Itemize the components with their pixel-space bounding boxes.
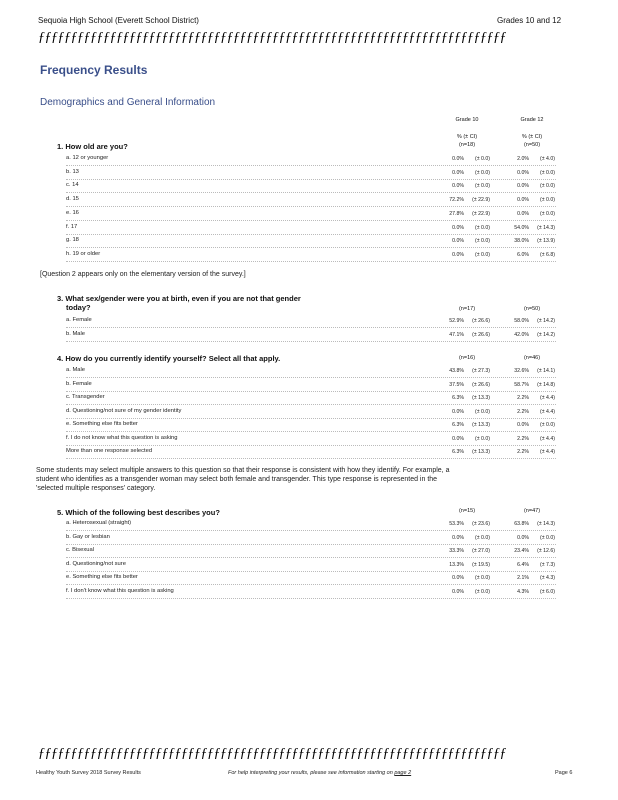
row-leader-line — [66, 326, 556, 328]
question-2-note: [Question 2 appears only on the elementary version of the survey.] — [40, 271, 246, 278]
grade-10-percent: 0.0% — [452, 169, 464, 176]
row-leader-line — [66, 178, 556, 180]
grade-10-ci: (± 13.3) — [472, 449, 490, 455]
option-label: b. 13 — [66, 168, 79, 175]
grade-12-percent: 0.0% — [517, 210, 529, 217]
grade-12-percent: 0.0% — [517, 197, 529, 204]
row-leader-line — [66, 205, 556, 207]
grade-10-ci: (± 0.0) — [475, 575, 490, 581]
q1-n10: (n=18) — [458, 142, 476, 148]
grade-10-ci: (± 0.0) — [475, 588, 490, 595]
footer-help — [228, 770, 411, 776]
grade-10-ci: (± 0.0) — [475, 534, 490, 541]
option-label: e. Something else fits better — [66, 421, 138, 427]
table-row — [0, 196, 618, 206]
grade-10-percent: 37.5% — [449, 381, 464, 388]
row-leader-line — [66, 164, 556, 166]
grade-10-percent: 33.3% — [449, 548, 464, 554]
option-label: c. 14 — [66, 182, 79, 189]
row-leader-line — [66, 430, 556, 432]
question-4: 4. How do you currently identify yourself? Select all that apply. — [57, 354, 281, 363]
table-row — [0, 588, 618, 598]
grade-12-percent: 38.0% — [514, 238, 529, 245]
grade-12-percent: 6.0% — [517, 251, 529, 258]
grade-12-percent: 2.0% — [517, 156, 529, 162]
row-leader-line — [66, 417, 556, 419]
footer-page-number: Page 6 — [555, 770, 573, 776]
question-5: 5. Which of the following best describes you? — [57, 508, 220, 517]
grade-12-ci: (± 14.3) — [537, 521, 555, 527]
option-label: f. I don't know what this question is asking — [66, 587, 174, 594]
section-subtitle: Demographics and General Information — [40, 97, 216, 108]
grade-12-percent: 54.0% — [514, 224, 529, 231]
table-row — [0, 224, 618, 234]
grade-12-ci: (± 14.1) — [537, 368, 555, 374]
table-row — [0, 317, 618, 327]
footer-page-link[interactable]: page 2 — [394, 770, 412, 776]
option-label: a. Female — [66, 317, 92, 323]
grade-12-header: Grade 12 — [520, 117, 544, 123]
grade-12-ci: (± 0.0) — [540, 169, 555, 176]
grade-12-percent: 23.4% — [514, 548, 529, 554]
grade-12-ci: (± 6.8) — [540, 251, 555, 258]
table-row — [0, 435, 618, 445]
grade-12-ci: (± 14.8) — [537, 381, 555, 388]
option-label: g. 18 — [66, 237, 79, 244]
header-rule: ƒƒƒƒƒƒƒƒƒƒƒƒƒƒƒƒƒƒƒƒƒƒƒƒƒƒƒƒƒƒƒƒƒƒƒƒƒƒƒƒƒƒƒƒƒƒƒƒƒƒƒƒƒƒƒƒƒƒƒƒƒƒƒƒƒƒƒƒƒƒƒƒ — [38, 30, 506, 45]
grade-10-percent: 0.0% — [452, 435, 464, 442]
grade-10-ci: (± 27.0) — [472, 548, 490, 554]
grade-12-percent: 2.2% — [517, 435, 529, 442]
grade-10-percent: 0.0% — [452, 224, 464, 231]
grade-12-percent: 2.2% — [517, 408, 529, 415]
q4-n12: (n=46) — [523, 355, 541, 361]
grade-10-ci: (± 0.0) — [475, 183, 490, 190]
grade-12-ci: (± 7.3) — [540, 561, 555, 568]
grade-12-ci: (± 0.0) — [540, 210, 555, 217]
option-label: d. 15 — [66, 196, 79, 203]
grade-12-ci: (± 4.4) — [540, 395, 555, 401]
option-label: d. Questioning/not sure — [66, 560, 126, 567]
grade-12-ci: (± 4.0) — [540, 156, 555, 162]
table-row — [0, 408, 618, 418]
grade-12-percent: 6.4% — [517, 561, 529, 568]
table-row — [0, 520, 618, 530]
grade-12-ci: (± 6.0) — [540, 588, 555, 595]
row-leader-line — [66, 583, 556, 585]
grade-10-percent: 0.0% — [452, 534, 464, 541]
grade-10-percent: 72.2% — [449, 197, 464, 204]
grade-10-percent: 13.3% — [449, 561, 464, 568]
option-label: a. 12 or younger — [66, 155, 109, 161]
row-leader-line — [66, 340, 556, 342]
grade-10-ci: (± 13.3) — [472, 422, 490, 428]
row-leader-line — [66, 403, 556, 405]
grade-12-ci: (± 0.0) — [540, 422, 555, 428]
grade-12-ci: (± 14.2) — [537, 332, 555, 338]
row-leader-line — [66, 219, 556, 221]
note-line: Some students may select multiple answers to this question so that their response is consistent with how they identify. For example, a — [36, 467, 450, 474]
grade-10-percent: 0.0% — [452, 575, 464, 581]
table-row — [0, 394, 618, 404]
table-row — [0, 169, 618, 179]
grade-12-ci: (± 4.3) — [540, 575, 555, 581]
grade-12-percent: 63.8% — [514, 521, 529, 527]
note-line: 'selected multiple responses' category. — [36, 485, 156, 492]
grade-12-percent: 4.3% — [517, 588, 529, 595]
grade-10-percent: 0.0% — [452, 238, 464, 245]
table-row — [0, 251, 618, 261]
grade-12-ci: (± 14.3) — [537, 224, 555, 231]
grade-10-ci: (± 0.0) — [475, 435, 490, 442]
row-leader-line — [66, 543, 556, 545]
row-leader-line — [66, 556, 556, 558]
grade-10-percent: 52.9% — [449, 318, 464, 324]
grade-10-percent: 0.0% — [452, 251, 464, 258]
row-leader-line — [66, 191, 556, 193]
option-label: f. I do not know what this question is asking — [66, 434, 178, 441]
option-label: d. Questioning/not sure of my gender identity — [66, 407, 182, 414]
table-row — [0, 574, 618, 584]
grade-12-percent: 58.7% — [514, 381, 529, 388]
grade-12-ci: (± 4.4) — [540, 435, 555, 442]
grade-12-percent: 2.2% — [517, 449, 529, 455]
grade-10-ci: (± 26.6) — [472, 318, 490, 324]
option-label: b. Male — [66, 331, 86, 337]
grades-header: Grades 10 and 12 — [497, 16, 562, 25]
q3-n10: (n=17) — [458, 306, 476, 312]
row-leader-line — [66, 390, 556, 392]
q5-n12: (n=47) — [523, 508, 541, 514]
grade-10-percent: 6.3% — [452, 422, 464, 428]
grade-10-ci: (± 13.3) — [472, 395, 490, 401]
grade-10-ci: (± 22.9) — [472, 197, 490, 204]
grade-10-ci: (± 22.9) — [472, 210, 490, 217]
grade-10-percent: 53.3% — [449, 521, 464, 527]
grade-10-header: Grade 10 — [455, 117, 479, 123]
grade-12-percent: 42.0% — [514, 332, 529, 338]
grade-12-percent: 2.2% — [517, 395, 529, 401]
grade-10-percent: 6.3% — [452, 449, 464, 455]
grade-12-ci: (± 12.6) — [537, 548, 555, 554]
table-row — [0, 561, 618, 571]
grade-10-percent: 0.0% — [452, 408, 464, 415]
option-label: e. Something else fits better — [66, 574, 138, 580]
grade-12-percent: 0.0% — [517, 183, 529, 190]
question-4-note — [36, 466, 596, 493]
grade-10-percent: 43.8% — [449, 368, 464, 374]
grade-12-ci: (± 0.0) — [540, 534, 555, 541]
row-leader-line — [66, 570, 556, 572]
grade-12-ci: (± 4.4) — [540, 408, 555, 415]
row-leader-line — [66, 246, 556, 248]
question-3-cont: today? — [66, 303, 91, 312]
grade-10-ci: (± 26.6) — [472, 381, 490, 388]
table-row — [0, 534, 618, 544]
grade-10-ci: (± 0.0) — [475, 251, 490, 258]
table-row — [0, 182, 618, 192]
school-header: Sequoia High School (Everett School District) — [38, 16, 199, 25]
option-label: e. 16 — [66, 209, 79, 216]
row-leader-line — [66, 444, 556, 446]
row-leader-line — [66, 233, 556, 235]
grade-12-percent: 2.1% — [517, 575, 529, 581]
grade-12-ci: (± 14.2) — [537, 318, 555, 324]
grade-12-ci: (± 0.0) — [540, 183, 555, 190]
option-label: h. 19 or older — [66, 250, 101, 257]
table-row — [0, 448, 618, 458]
table-row — [0, 381, 618, 391]
grade-12-percent: 0.0% — [517, 169, 529, 176]
table-row — [0, 421, 618, 431]
table-row — [0, 331, 618, 341]
grade-10-percent: 6.3% — [452, 395, 464, 401]
grade-10-ci: (± 0.0) — [475, 156, 490, 162]
row-leader-line — [66, 260, 556, 262]
row-leader-line — [66, 457, 556, 459]
footer-rule: ƒƒƒƒƒƒƒƒƒƒƒƒƒƒƒƒƒƒƒƒƒƒƒƒƒƒƒƒƒƒƒƒƒƒƒƒƒƒƒƒƒƒƒƒƒƒƒƒƒƒƒƒƒƒƒƒƒƒƒƒƒƒƒƒƒƒƒƒƒƒƒƒ — [38, 746, 506, 761]
grade-12-percent: 32.6% — [514, 368, 529, 374]
grade-12-ci: (± 4.4) — [540, 449, 555, 455]
q3-n12: (n=50) — [523, 306, 541, 312]
note-line: student who identifies as a transgender woman may select both female and transgender. This type response is represented in the — [36, 476, 438, 483]
table-row — [0, 155, 618, 165]
grade-10-percent: 0.0% — [452, 588, 464, 595]
row-leader-line — [66, 376, 556, 378]
table-row — [0, 367, 618, 377]
option-label: c. Transgender — [66, 394, 105, 400]
page-title: Frequency Results — [40, 63, 148, 77]
grade-10-ci: (± 27.3) — [472, 368, 490, 374]
row-leader-line — [66, 597, 556, 599]
grade-10-ci: (± 19.5) — [472, 561, 490, 568]
option-label: b. Female — [66, 380, 92, 387]
table-row — [0, 237, 618, 247]
grade-12-pct-ci: % (± CI) — [521, 134, 543, 140]
grade-10-ci: (± 0.0) — [475, 238, 490, 245]
option-label: More than one response selected — [66, 448, 153, 454]
grade-12-percent: 58.0% — [514, 318, 529, 324]
grade-10-ci: (± 23.6) — [472, 521, 490, 527]
q4-n10: (n=16) — [458, 355, 476, 361]
table-row — [0, 547, 618, 557]
grade-10-ci: (± 26.6) — [472, 332, 490, 338]
q1-n12: (n=50) — [523, 142, 541, 148]
row-leader-line — [66, 529, 556, 531]
option-label: a. Heterosexual (straight) — [66, 520, 132, 526]
grade-12-percent: 0.0% — [517, 534, 529, 541]
grade-12-ci: (± 13.9) — [537, 238, 555, 245]
grade-12-percent: 0.0% — [517, 422, 529, 428]
footer-help-text: For help interpreting your results, please see information starting on — [228, 770, 393, 776]
grade-10-percent: 47.1% — [449, 332, 464, 338]
grade-10-pct-ci: % (± CI) — [456, 134, 478, 140]
grade-10-percent: 0.0% — [452, 156, 464, 162]
grade-10-ci: (± 0.0) — [475, 408, 490, 415]
option-label: b. Gay or lesbian — [66, 533, 110, 540]
grade-10-ci: (± 0.0) — [475, 169, 490, 176]
option-label: a. Male — [66, 367, 86, 373]
table-row — [0, 210, 618, 220]
grade-12-ci: (± 0.0) — [540, 197, 555, 204]
question-1: 1. How old are you? — [57, 142, 128, 151]
q5-n10: (n=15) — [458, 508, 476, 514]
grade-10-percent: 0.0% — [452, 183, 464, 190]
option-label: c. Bisexual — [66, 547, 95, 553]
grade-10-percent: 27.8% — [449, 210, 464, 217]
option-label: f. 17 — [66, 223, 78, 230]
question-3: 3. What sex/gender were you at birth, even if you are not that gender — [57, 294, 301, 303]
grade-10-ci: (± 0.0) — [475, 224, 490, 231]
footer-left: Healthy Youth Survey 2018 Survey Results — [36, 770, 141, 776]
